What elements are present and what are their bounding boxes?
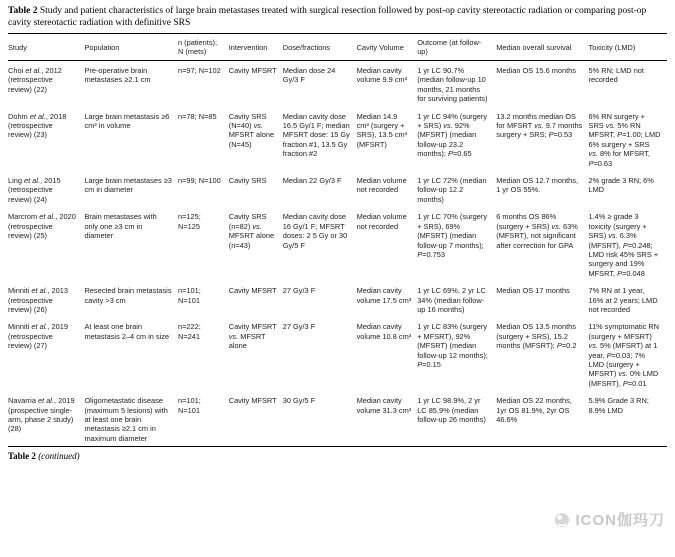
cell-n: n=99; N=100 xyxy=(178,176,221,186)
table-row xyxy=(8,207,667,281)
cell-dose: Median dose 24 Gy/3 F xyxy=(282,66,336,85)
cell-population: Pre-operative brain metastases ≥2.1 cm xyxy=(84,66,151,85)
cell-intervention: Cavity MFSRT xyxy=(228,66,277,75)
cell-os: Median OS 15.6 months xyxy=(496,66,576,75)
cell-outcome: 1 yr LC 70% (surgery + SRS), 69% (MFSRT) (median follow-up 7 months); P=0.753 xyxy=(417,212,488,259)
cell-os: Median OS 12.7 months, 1 yr OS 55%. xyxy=(496,176,579,195)
cell-toxicity: 5% RN; LMD not recorded xyxy=(588,66,644,85)
header-row xyxy=(8,34,667,61)
column-header-outcome: Outcome (at follow-up) xyxy=(417,34,496,61)
cell-dose: 27 Gy/3 F xyxy=(282,286,316,296)
footer-continued-label: (continued) xyxy=(38,451,80,462)
cell-population: Brain metastases with only one ≥3 cm in diameter xyxy=(84,212,157,241)
cell-outcome: 1 yr LC 98.9%, 2 yr LC 85.9% (median follow-up 26 months) xyxy=(417,396,486,424)
table-row xyxy=(8,61,667,107)
watermark-text: ICON伽玛刀 xyxy=(575,512,665,529)
cell-intervention: Cavity MFSRT xyxy=(228,396,277,406)
study-table xyxy=(8,33,667,447)
cell-volume: Median cavity volume 17.5 cm³ xyxy=(356,286,412,305)
cell-volume: Median volume not recorded xyxy=(356,212,407,231)
cell-study: Choi et al., 2012 (retrospective review) (22) xyxy=(8,66,62,94)
cell-n: n=97; N=102 xyxy=(178,66,221,75)
column-header-n: n (patients); N (mets) xyxy=(178,34,229,61)
column-header-study: Study xyxy=(8,34,84,61)
column-header-volume: Cavity Volume xyxy=(357,34,418,61)
column-header-intervention: Intervention xyxy=(229,34,283,61)
cell-dose: Median cavity dose 16.5 Gy/1 F; median MFSRT dose: 15 Gy fraction #1, 13.5 Gy fraction #2 xyxy=(282,111,350,159)
column-header-dose: Dose/fractions xyxy=(283,34,357,61)
cell-n: n=222; N=241 xyxy=(178,322,201,341)
cell-intervention: Cavity MFSRT vs. MFSRT alone xyxy=(228,322,277,351)
cell-dose: 27 Gy/3 F xyxy=(282,322,316,332)
cell-study: Ling et al., 2015 (retrospective review) (24) xyxy=(8,176,61,204)
cell-n: n=125; N=125 xyxy=(178,212,201,231)
cell-population: At least one brain metastasis 2–4 cm in size xyxy=(84,322,170,341)
table-title-text: Study and patient characteristics of large brain metastases treated with surgical resection followed by post-op cavity stereotactic radiation or comparing post-op cavity stereotactic radiation with definitive SRS xyxy=(8,6,647,28)
cell-os: Median OS 13.5 months (surgery + SRS), 15.2 months (MFSRT); P=0.2 xyxy=(496,322,577,351)
column-header-os: Median overall survival xyxy=(496,34,588,61)
cell-study: Minniti et al., 2019 (retrospective review) (27) xyxy=(8,322,69,351)
cell-outcome: 1 yr LC 69%, 2 yr LC 34% (median follow-up 16 months) xyxy=(417,286,486,314)
watermark xyxy=(554,509,665,530)
footer-table-label: Table 2 xyxy=(8,451,36,462)
cell-volume: Median cavity volume 10.8 cm³ xyxy=(356,322,412,341)
table-row xyxy=(8,171,667,207)
cell-os: 6 months OS 86% (surgery + SRS) vs. 63% (MFSRT), not significant after correction for GPA xyxy=(496,212,578,250)
cell-study: Marcrom et al., 2020 (retrospective review) (25) xyxy=(8,212,76,241)
table-continued-note xyxy=(0,447,675,462)
cell-dose: Median 22 Gy/3 F xyxy=(282,176,342,186)
cell-study: Navarria et al., 2019 (prospective single-arm, phase 2 study) (28) xyxy=(8,396,75,434)
cell-study: Minniti et al., 2013 (retrospective review) (26) xyxy=(8,286,69,314)
cell-n: n=78; N=85 xyxy=(178,111,217,121)
cell-dose: 30 Gy/5 F xyxy=(282,396,316,406)
cell-outcome: 1 yr LC 72% (median follow-up 12.2 months) xyxy=(417,176,487,204)
cell-population: Oligometastatic disease (maximum 5 lesions) with at least one brain metastasis ≥2.1 cm in maximum diameter xyxy=(84,396,168,443)
table-row xyxy=(8,281,667,317)
cell-toxicity: 7% RN at 1 year, 16% at 2 years; LMD not recorded xyxy=(588,286,658,314)
cell-n: n=101; N=101 xyxy=(178,396,201,415)
cell-intervention: Cavity SRS (N=40) vs. MFSRT alone (N=45) xyxy=(228,111,275,149)
cell-os: Median OS 22 months, 1yr OS 81.9%, 2yr OS 46.6% xyxy=(496,396,572,424)
cell-toxicity: 2% grade 3 RN; 6% LMD xyxy=(588,176,654,195)
cell-volume: Median 14.9 cm³ (surgery + SRS), 13.5 cm³ (MFSRT) xyxy=(356,111,408,149)
cell-population: Large brain metastasis ≥6 cm³ in volume xyxy=(84,111,170,131)
cell-intervention: Cavity MFSRT xyxy=(228,286,277,296)
cell-dose: Median cavity dose 16 Gy/1 F; MFSRT doses: 2 5 Gy or 30 Gy/5 F xyxy=(282,212,348,250)
cell-study: Dohm et al., 2018 (retrospective review) (23) xyxy=(8,111,67,140)
cell-volume: Median cavity volume 31.3 cm³ xyxy=(356,396,412,415)
cell-outcome: 1 yr LC 90.7% (median follow-up 10 months, 21 months for surviving patients) xyxy=(417,66,488,104)
cell-toxicity: 6% RN surgery + SRS vs. 5% RN MFSRT, P=1.00; LMD 6% surgery + SRS vs. 8% for MFSRT, P=0.63 xyxy=(588,111,661,168)
table-title-label: Table 2 xyxy=(8,6,38,16)
cell-population: Resected brain metastasis cavity >3 cm xyxy=(84,286,172,305)
table-row xyxy=(8,391,667,447)
cell-toxicity: 11% symptomatic RN (surgery + MFSRT) vs. 5% (MFSRT) at 1 year, P=0.03; 7% LMD (surgery + MFSRT) vs. 0% LMD (MFSRT), P=0.01 xyxy=(588,322,660,388)
cell-intervention: Cavity SRS (n=82) vs. MFSRT alone (n=43) xyxy=(228,212,275,250)
cell-volume: Median volume not recorded xyxy=(356,176,407,195)
cell-os: Median OS 17 months xyxy=(496,286,570,296)
cell-intervention: Cavity SRS xyxy=(228,176,267,186)
column-header-population: Population xyxy=(84,34,178,61)
cell-volume: Median cavity volume 9.9 cm³ xyxy=(356,66,408,85)
cell-toxicity: 5.9% Grade 3 RN; 8.9% LMD xyxy=(588,396,649,415)
cell-outcome: 1 yr LC 83% (surgery + MFSRT), 92% (MFSRT) (median follow-up 12 months); P=0.15 xyxy=(417,322,488,369)
table-row xyxy=(8,317,667,391)
cell-population: Large brain metastases ≥3 cm in diameter xyxy=(84,176,172,195)
column-header-toxicity: Toxicity (LMD) xyxy=(589,34,667,61)
cell-n: n=101; N=101 xyxy=(178,286,201,305)
watermark-logo-icon xyxy=(554,512,570,528)
cell-outcome: 1 yr LC 94% (surgery + SRS) vs. 92% (MFSRT) (median follow-up 23.2 months); P=0.65 xyxy=(417,111,488,159)
cell-toxicity: 1.4% ≥ grade 3 toxicity (surgery + SRS) vs. 6.3% (MFSRT), P=0.248; LMD risk 45% SRS + surgery and 19% MFSRT, P=0.048 xyxy=(588,212,659,278)
table-row xyxy=(8,107,667,171)
table-title xyxy=(0,0,675,33)
cell-os: 13.2 months median OS for MFSRT vs. 9.7 months surgery + SRS; P=0.53 xyxy=(496,111,583,140)
